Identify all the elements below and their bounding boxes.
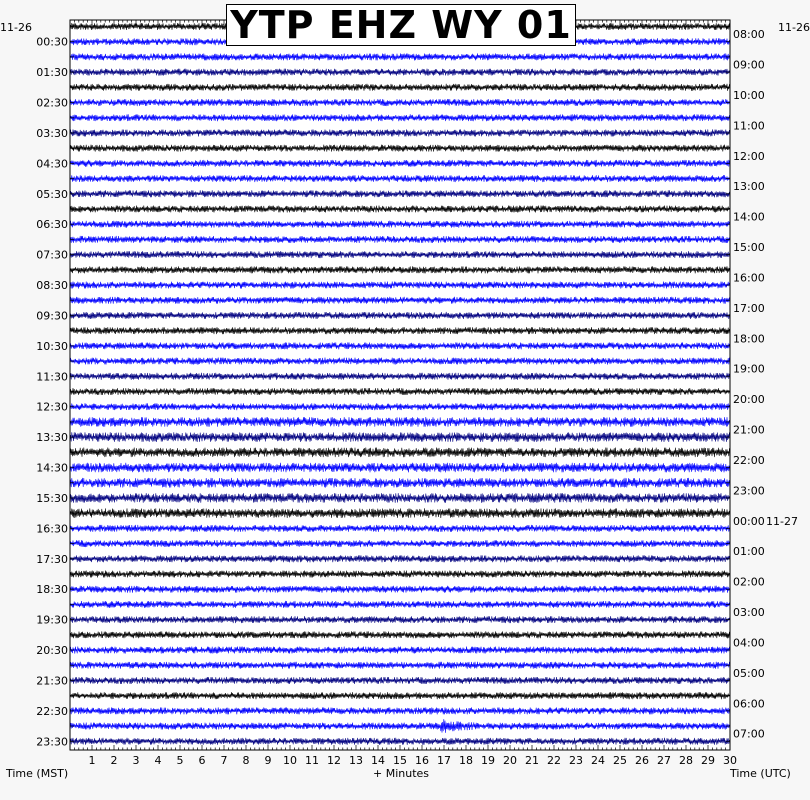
mst-tick-label: 16:30 (36, 522, 68, 536)
x-tick-label: 11 (305, 754, 319, 767)
mst-tick-label: 11:30 (36, 370, 68, 384)
mst-tick-label: 13:30 (36, 431, 68, 445)
utc-tick-label: 15:00 (733, 241, 765, 255)
x-tick-label: 18 (459, 754, 473, 767)
mst-tick-label: 05:30 (36, 187, 68, 201)
utc-tick-label: 22:00 (733, 453, 765, 467)
x-tick-label: 12 (327, 754, 341, 767)
mst-tick-label: 03:30 (36, 126, 68, 140)
left-axis-title: Time (MST) (6, 767, 69, 780)
utc-tick-label: 01:00 (733, 545, 765, 559)
x-tick-label: 28 (679, 754, 693, 767)
x-tick-label: 1 (88, 754, 96, 767)
mst-tick-label: 22:30 (36, 704, 68, 718)
x-tick-label: 13 (349, 754, 363, 767)
x-tick-label: 29 (701, 754, 715, 767)
plot-area (70, 20, 730, 750)
mst-tick-label: 17:30 (36, 552, 68, 566)
x-tick-label: 17 (437, 754, 451, 767)
utc-tick-label: 00:00 (733, 514, 765, 528)
mst-tick-label: 12:30 (36, 400, 68, 414)
utc-tick-label: 19:00 (733, 362, 765, 376)
x-tick-label: 16 (415, 754, 429, 767)
utc-tick-label: 23:00 (733, 484, 765, 498)
utc-tick-label: 17:00 (733, 301, 765, 315)
mst-tick-label: 08:30 (36, 279, 68, 293)
utc-tick-label: 09:00 (733, 58, 765, 72)
utc-tick-label: 18:00 (733, 332, 765, 346)
mst-tick-label: 14:30 (36, 461, 68, 475)
x-tick-label: 9 (264, 754, 272, 767)
mst-tick-label: 23:30 (36, 735, 68, 749)
x-tick-label: 7 (220, 754, 228, 767)
x-tick-label: 21 (525, 754, 539, 767)
utc-start-date-label: 11-26 (778, 21, 810, 34)
mst-tick-label: 10:30 (36, 339, 68, 353)
utc-tick-label: 10:00 (733, 88, 765, 102)
utc-tick-label: 13:00 (733, 180, 765, 194)
x-tick-label: 22 (547, 754, 561, 767)
utc-tick-label: 16:00 (733, 271, 765, 285)
x-tick-label: 20 (503, 754, 517, 767)
utc-next-date-label: 11-27 (766, 514, 798, 528)
x-tick-label: 27 (657, 754, 671, 767)
x-tick-label: 2 (110, 754, 118, 767)
x-tick-label: 4 (154, 754, 162, 767)
chart-title: YTP EHZ WY 01 (226, 4, 576, 46)
utc-tick-label: 20:00 (733, 393, 765, 407)
mst-tick-label: 06:30 (36, 218, 68, 232)
right-axis-title: Time (UTC) (730, 767, 791, 780)
mst-tick-label: 21:30 (36, 674, 68, 688)
utc-tick-label: 11:00 (733, 119, 765, 133)
utc-tick-label: 21:00 (733, 423, 765, 437)
utc-tick-label: 02:00 (733, 575, 765, 589)
mst-tick-label: 09:30 (36, 309, 68, 323)
mst-tick-label: 19:30 (36, 613, 68, 627)
x-tick-label: 19 (481, 754, 495, 767)
utc-tick-label: 03:00 (733, 606, 765, 620)
start-date-label: 11-26 (0, 21, 32, 34)
x-tick-label: 24 (591, 754, 605, 767)
mst-tick-label: 01:30 (36, 66, 68, 80)
mst-tick-label: 15:30 (36, 491, 68, 505)
utc-tick-label: 08:00 (733, 28, 765, 42)
mst-tick-label: 00:30 (36, 35, 68, 49)
utc-tick-label: 04:00 (733, 636, 765, 650)
x-axis-title: + Minutes (373, 767, 430, 780)
x-tick-label: 10 (283, 754, 297, 767)
utc-tick-label: 07:00 (733, 727, 765, 741)
mst-tick-label: 02:30 (36, 96, 68, 110)
mst-tick-label: 20:30 (36, 644, 68, 658)
x-tick-label: 3 (132, 754, 140, 767)
x-tick-label: 6 (198, 754, 206, 767)
x-tick-label: 26 (635, 754, 649, 767)
x-tick-label: 23 (569, 754, 583, 767)
utc-tick-label: 06:00 (733, 697, 765, 711)
mst-tick-label: 07:30 (36, 248, 68, 262)
utc-tick-label: 05:00 (733, 666, 765, 680)
utc-tick-label: 12:00 (733, 149, 765, 163)
x-tick-label: 8 (242, 754, 250, 767)
x-tick-label: 5 (176, 754, 184, 767)
mst-tick-label: 04:30 (36, 157, 68, 171)
x-tick-label: 30 (723, 754, 737, 767)
utc-tick-label: 14:00 (733, 210, 765, 224)
mst-tick-label: 18:30 (36, 583, 68, 597)
x-tick-label: 15 (393, 754, 407, 767)
x-tick-label: 14 (371, 754, 385, 767)
x-tick-label: 25 (613, 754, 627, 767)
